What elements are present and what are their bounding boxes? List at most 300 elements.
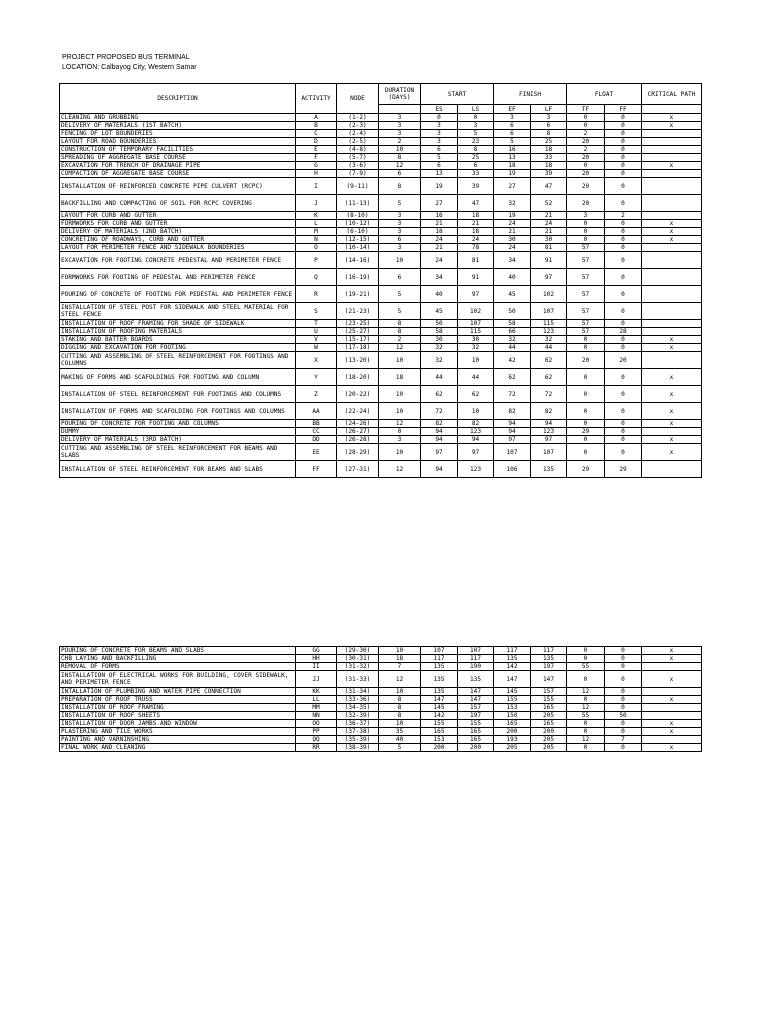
- cell-activity: N: [296, 236, 337, 244]
- cell-ff: 0: [605, 320, 642, 328]
- cell-tf: 20: [567, 352, 605, 369]
- cell-duration: 7: [379, 663, 421, 671]
- cell-activity: C: [296, 130, 337, 138]
- cell-activity: JJ: [296, 671, 337, 688]
- cell-critical-path: [642, 154, 702, 162]
- cell-duration: 0: [379, 428, 421, 436]
- table-row: [60, 130, 702, 138]
- cell-ls: 197: [458, 712, 494, 720]
- cell-lf: 107: [531, 444, 567, 461]
- cell-ef: 58: [494, 320, 531, 328]
- cell-duration: 6: [379, 269, 421, 286]
- cell-tf: 0: [567, 344, 605, 352]
- cell-ff: 28: [605, 328, 642, 336]
- cell-description: DUMMY: [60, 428, 296, 436]
- cell-ef: 44: [494, 344, 531, 352]
- cell-critical-path: [642, 212, 702, 220]
- cell-critical-path: [642, 328, 702, 336]
- cell-ef: 24: [494, 244, 531, 252]
- table-row: [60, 352, 702, 369]
- cell-activity: RR: [296, 744, 337, 752]
- cell-node: (1-2): [337, 114, 379, 122]
- cell-duration: 3: [379, 244, 421, 252]
- cell-ff: 0: [605, 130, 642, 138]
- cell-tf: 0: [567, 720, 605, 728]
- cell-lf: 62: [531, 352, 567, 369]
- cell-es: 24: [421, 252, 458, 269]
- cell-activity: NN: [296, 712, 337, 720]
- cell-duration: 8: [379, 712, 421, 720]
- cell-ls: 102: [458, 303, 494, 320]
- cell-ls: 21: [458, 220, 494, 228]
- cell-es: 40: [421, 286, 458, 303]
- cell-critical-path: x: [642, 336, 702, 344]
- cell-es: 94: [421, 436, 458, 444]
- cell-ef: 19: [494, 170, 531, 178]
- cell-duration: 2: [379, 336, 421, 344]
- cell-duration: 10: [379, 252, 421, 269]
- cell-ls: 10: [458, 352, 494, 369]
- cell-activity: I: [296, 178, 337, 195]
- cell-description: STAKING AND BATTER BOARDS: [60, 336, 296, 344]
- cell-ef: 13: [494, 154, 531, 162]
- cell-ls: 123: [458, 428, 494, 436]
- cell-duration: 8: [379, 154, 421, 162]
- cell-es: 117: [421, 655, 458, 663]
- cell-description: LAYOUT FOR CURB AND GUTTER: [60, 212, 296, 220]
- cell-activity: MM: [296, 704, 337, 712]
- cell-ff: 0: [605, 386, 642, 403]
- cell-duration: 8: [379, 320, 421, 328]
- cell-ls: 117: [458, 655, 494, 663]
- schedule-body-part-2: [60, 647, 702, 752]
- cell-ef: 34: [494, 252, 531, 269]
- cell-activity: J: [296, 195, 337, 212]
- cell-ef: 72: [494, 386, 531, 403]
- cell-tf: 57: [567, 320, 605, 328]
- cell-node: (9-11): [337, 178, 379, 195]
- cell-duration: 12: [379, 420, 421, 428]
- cell-duration: 10: [379, 403, 421, 420]
- cell-description: CUTTING AND ASSEMBLING OF STEEL REINFORCEMENT FOR BEAMS AND SLABS: [60, 444, 296, 461]
- cell-tf: 57: [567, 286, 605, 303]
- table-row: [60, 195, 702, 212]
- cell-ef: 16: [494, 146, 531, 154]
- cell-es: 34: [421, 269, 458, 286]
- cell-description: POURING OF CONCRETE OF FOOTING FOR PEDESTAL AND PERIMETER FENCE: [60, 286, 296, 303]
- cell-tf: 29: [567, 461, 605, 478]
- cell-lf: 72: [531, 386, 567, 403]
- cell-tf: 2: [567, 146, 605, 154]
- cell-es: 6: [421, 146, 458, 154]
- cell-critical-path: [642, 461, 702, 478]
- table-row: [60, 269, 702, 286]
- cell-description: DELIVERY OF MATERIALS (1ST BATCH): [60, 122, 296, 130]
- cell-critical-path: x: [642, 696, 702, 704]
- cell-ef: 50: [494, 303, 531, 320]
- cell-activity: Z: [296, 386, 337, 403]
- cell-node: (2-4): [337, 130, 379, 138]
- cell-ff: 0: [605, 170, 642, 178]
- cell-description: CLEANING AND GRUBBING: [60, 114, 296, 122]
- cell-lf: 81: [531, 244, 567, 252]
- cell-activity: F: [296, 154, 337, 162]
- cell-duration: 3: [379, 220, 421, 228]
- cell-duration: 3: [379, 228, 421, 236]
- cell-ls: 32: [458, 344, 494, 352]
- table-row: [60, 688, 702, 696]
- cell-critical-path: [642, 286, 702, 303]
- cell-lf: 200: [531, 728, 567, 736]
- cell-tf: 0: [567, 386, 605, 403]
- cell-tf: 0: [567, 236, 605, 244]
- cell-ef: 150: [494, 712, 531, 720]
- cell-es: 32: [421, 352, 458, 369]
- cell-critical-path: x: [642, 369, 702, 386]
- cell-description: DELIVERY OF MATERIALS (3RD BATCH): [60, 436, 296, 444]
- table-row: [60, 728, 702, 736]
- cell-lf: 97: [531, 269, 567, 286]
- cell-ef: 94: [494, 428, 531, 436]
- cell-ff: 2: [605, 212, 642, 220]
- cell-tf: 0: [567, 114, 605, 122]
- cell-node: (32-39): [337, 712, 379, 720]
- cell-ff: 0: [605, 744, 642, 752]
- cell-critical-path: x: [642, 220, 702, 228]
- cell-ef: 205: [494, 744, 531, 752]
- cell-tf: 12: [567, 736, 605, 744]
- cell-ff: 0: [605, 655, 642, 663]
- cell-tf: 0: [567, 647, 605, 655]
- cell-lf: 32: [531, 336, 567, 344]
- cell-node: (8-10): [337, 212, 379, 220]
- cell-critical-path: x: [642, 647, 702, 655]
- cell-tf: 0: [567, 420, 605, 428]
- cell-ls: 47: [458, 195, 494, 212]
- cell-duration: 3: [379, 122, 421, 130]
- cell-critical-path: x: [642, 728, 702, 736]
- cell-es: 27: [421, 195, 458, 212]
- cell-tf: 20: [567, 170, 605, 178]
- cell-node: (26-28): [337, 436, 379, 444]
- cell-critical-path: [642, 663, 702, 671]
- cell-ls: 135: [458, 671, 494, 688]
- cell-duration: 18: [379, 655, 421, 663]
- cell-ls: 147: [458, 688, 494, 696]
- cell-lf: 30: [531, 236, 567, 244]
- cell-ef: 193: [494, 736, 531, 744]
- cell-description: DIGGING AND EXCAVATION FOR FOOTING: [60, 344, 296, 352]
- table-row: [60, 420, 702, 428]
- cell-activity: PP: [296, 728, 337, 736]
- cell-ff: 0: [605, 122, 642, 130]
- cell-critical-path: x: [642, 162, 702, 170]
- cell-critical-path: x: [642, 744, 702, 752]
- cell-node: (28-29): [337, 444, 379, 461]
- cell-critical-path: x: [642, 344, 702, 352]
- cell-critical-path: [642, 269, 702, 286]
- cell-lf: 33: [531, 154, 567, 162]
- cell-ef: 45: [494, 286, 531, 303]
- cell-critical-path: [642, 195, 702, 212]
- cell-ff: 0: [605, 195, 642, 212]
- header-es: ES: [421, 105, 458, 114]
- header-ff: FF: [605, 105, 642, 114]
- cell-ls: 30: [458, 336, 494, 344]
- cell-description: BACKFILLING AND COMPACTING OF SOIL FOR RCPC COVERING: [60, 195, 296, 212]
- cell-es: 6: [421, 162, 458, 170]
- cell-lf: 115: [531, 320, 567, 328]
- cell-tf: 0: [567, 444, 605, 461]
- cell-node: (2-3): [337, 122, 379, 130]
- cell-ef: 106: [494, 461, 531, 478]
- cell-lf: 107: [531, 303, 567, 320]
- cell-description: DELIVERY OF MATERIALS (2ND BATCH): [60, 228, 296, 236]
- table-row: [60, 220, 702, 228]
- cell-ls: 18: [458, 212, 494, 220]
- cell-ff: 0: [605, 403, 642, 420]
- cell-node: (23-25): [337, 320, 379, 328]
- cell-ff: 0: [605, 720, 642, 728]
- cell-activity: X: [296, 352, 337, 369]
- cell-ef: 97: [494, 436, 531, 444]
- table-row: [60, 444, 702, 461]
- cell-activity: R: [296, 286, 337, 303]
- cell-ls: 81: [458, 252, 494, 269]
- cell-activity: B: [296, 122, 337, 130]
- cell-ff: 0: [605, 369, 642, 386]
- cell-ef: 5: [494, 138, 531, 146]
- table-row: [60, 212, 702, 220]
- cell-node: (38-39): [337, 744, 379, 752]
- cell-description: INSTALLATION OF STEEL REINFORCEMENT FOR FOOTINGS AND COLUMNS: [60, 386, 296, 403]
- cell-activity: M: [296, 228, 337, 236]
- table-row: [60, 320, 702, 328]
- cell-lf: 197: [531, 663, 567, 671]
- header-float: FLOAT: [567, 84, 642, 105]
- cell-lf: 21: [531, 228, 567, 236]
- cell-activity: KK: [296, 688, 337, 696]
- cell-tf: 57: [567, 252, 605, 269]
- cell-duration: 5: [379, 303, 421, 320]
- project-title: PROJECT PROPOSED BUS TERMINAL: [62, 54, 190, 61]
- table-row: [60, 170, 702, 178]
- table-row: [60, 736, 702, 744]
- cell-lf: 21: [531, 212, 567, 220]
- cell-node: (37-38): [337, 728, 379, 736]
- cell-node: (31-33): [337, 671, 379, 688]
- cell-tf: 20: [567, 178, 605, 195]
- cell-activity: DD: [296, 436, 337, 444]
- table-row: [60, 122, 702, 130]
- cell-lf: 3: [531, 114, 567, 122]
- cell-critical-path: [642, 146, 702, 154]
- cell-ff: 0: [605, 162, 642, 170]
- table-row: [60, 146, 702, 154]
- cell-duration: 8: [379, 696, 421, 704]
- cell-es: 145: [421, 704, 458, 712]
- table-row: [60, 386, 702, 403]
- cell-critical-path: x: [642, 386, 702, 403]
- cell-tf: 0: [567, 671, 605, 688]
- cell-duration: 8: [379, 178, 421, 195]
- cell-description: CHB LAYING AND BACKFILLING: [60, 655, 296, 663]
- header-ls: LS: [458, 105, 494, 114]
- cell-ls: 78: [458, 244, 494, 252]
- cell-ls: 24: [458, 236, 494, 244]
- cell-activity: QQ: [296, 736, 337, 744]
- cell-ls: 33: [458, 170, 494, 178]
- cell-ff: 0: [605, 663, 642, 671]
- cell-lf: 205: [531, 712, 567, 720]
- cell-es: 0: [421, 114, 458, 122]
- cell-tf: 57: [567, 328, 605, 336]
- cell-node: (18-20): [337, 369, 379, 386]
- cell-description: EXCAVATION FOR FOOTING CONCRETE PEDESTAL AND PERIMETER FENCE: [60, 252, 296, 269]
- cell-ls: 39: [458, 178, 494, 195]
- table-row: [60, 252, 702, 269]
- cell-es: 24: [421, 236, 458, 244]
- cell-node: (22-24): [337, 403, 379, 420]
- cell-node: (31-34): [337, 688, 379, 696]
- header-critical-sub: [642, 105, 702, 114]
- cell-duration: 18: [379, 369, 421, 386]
- cell-es: 62: [421, 386, 458, 403]
- cell-ef: 82: [494, 403, 531, 420]
- cell-ef: 6: [494, 122, 531, 130]
- cell-lf: 205: [531, 744, 567, 752]
- cell-duration: 3: [379, 436, 421, 444]
- schedule-body-part-1: [60, 114, 702, 478]
- cell-ef: 30: [494, 236, 531, 244]
- cell-ef: 62: [494, 369, 531, 386]
- cell-critical-path: [642, 244, 702, 252]
- cell-node: (17-18): [337, 344, 379, 352]
- cell-ff: 0: [605, 444, 642, 461]
- cell-ef: 24: [494, 220, 531, 228]
- schedule-table-part-2: [59, 646, 702, 752]
- table-row: [60, 696, 702, 704]
- cell-critical-path: x: [642, 671, 702, 688]
- cell-description: INSTALLATION OF ROOF FRAMING: [60, 704, 296, 712]
- table-row: [60, 369, 702, 386]
- cell-es: 147: [421, 696, 458, 704]
- cell-ef: 21: [494, 228, 531, 236]
- cell-ff: 0: [605, 154, 642, 162]
- cell-activity: AA: [296, 403, 337, 420]
- cell-ff: 0: [605, 336, 642, 344]
- cell-ff: 0: [605, 428, 642, 436]
- header-critical-path: CRITICAL PATH: [642, 84, 702, 105]
- cell-ff: 0: [605, 696, 642, 704]
- cell-description: FORMWORKS FOR FOOTING OF PEDESTAL AND PERIMETER FENCE: [60, 269, 296, 286]
- table-row: [60, 436, 702, 444]
- cell-node: (34-35): [337, 704, 379, 712]
- cell-lf: 147: [531, 671, 567, 688]
- table-row: [60, 138, 702, 146]
- cell-tf: 0: [567, 696, 605, 704]
- schedule-table-part-1: [59, 83, 702, 478]
- cell-duration: 5: [379, 744, 421, 752]
- cell-node: (36-37): [337, 720, 379, 728]
- cell-critical-path: x: [642, 720, 702, 728]
- cell-tf: 0: [567, 162, 605, 170]
- cell-description: POURING OF CONCRETE FOR FOOTING AND COLUMNS: [60, 420, 296, 428]
- cell-duration: 35: [379, 728, 421, 736]
- cell-description: MAKING OF FORMS AND SCAFOLDINGS FOR FOOTING AND COLUMN: [60, 369, 296, 386]
- cell-ff: 0: [605, 236, 642, 244]
- cell-node: (26-27): [337, 428, 379, 436]
- cell-ff: 0: [605, 252, 642, 269]
- cell-lf: 18: [531, 162, 567, 170]
- cell-activity: L: [296, 220, 337, 228]
- cell-activity: U: [296, 328, 337, 336]
- cell-ff: 0: [605, 303, 642, 320]
- cell-duration: 12: [379, 162, 421, 170]
- cell-ef: 117: [494, 647, 531, 655]
- cell-activity: II: [296, 663, 337, 671]
- cell-ls: 97: [458, 286, 494, 303]
- cell-critical-path: [642, 178, 702, 195]
- cell-activity: CC: [296, 428, 337, 436]
- table-row: [60, 744, 702, 752]
- cell-lf: 123: [531, 428, 567, 436]
- cell-ff: 0: [605, 178, 642, 195]
- cell-tf: 57: [567, 244, 605, 252]
- cell-activity: G: [296, 162, 337, 170]
- cell-activity: GG: [296, 647, 337, 655]
- cell-es: 135: [421, 663, 458, 671]
- cell-es: 135: [421, 688, 458, 696]
- cell-ls: 157: [458, 704, 494, 712]
- project-location: LOCATION: Calbayog City, Western Samar: [62, 64, 197, 71]
- cell-activity: Q: [296, 269, 337, 286]
- cell-activity: LL: [296, 696, 337, 704]
- table-row: [60, 328, 702, 336]
- header-finish: FINISH: [494, 84, 567, 105]
- cell-node: (19-21): [337, 286, 379, 303]
- cell-critical-path: x: [642, 420, 702, 428]
- cell-description: FINAL WORK AND CLEANING: [60, 744, 296, 752]
- cell-lf: 25: [531, 138, 567, 146]
- cell-ef: 135: [494, 655, 531, 663]
- cell-critical-path: x: [642, 403, 702, 420]
- cell-ef: 40: [494, 269, 531, 286]
- cell-ef: 32: [494, 195, 531, 212]
- cell-activity: E: [296, 146, 337, 154]
- cell-activity: EE: [296, 444, 337, 461]
- cell-duration: 10: [379, 720, 421, 728]
- cell-ef: 165: [494, 720, 531, 728]
- cell-node: (16-19): [337, 269, 379, 286]
- cell-tf: 0: [567, 728, 605, 736]
- cell-description: REMOVAL OF FORMS: [60, 663, 296, 671]
- cell-es: 45: [421, 303, 458, 320]
- cell-tf: 0: [567, 336, 605, 344]
- cell-tf: 57: [567, 269, 605, 286]
- cell-node: (11-13): [337, 195, 379, 212]
- cell-ls: 0: [458, 114, 494, 122]
- cell-ff: 0: [605, 286, 642, 303]
- cell-lf: 6: [531, 122, 567, 130]
- cell-critical-path: [642, 252, 702, 269]
- cell-critical-path: [642, 303, 702, 320]
- cell-tf: 0: [567, 655, 605, 663]
- cell-duration: 5: [379, 286, 421, 303]
- cell-ff: 29: [605, 461, 642, 478]
- cell-node: (29-30): [337, 647, 379, 655]
- table-row: [60, 712, 702, 720]
